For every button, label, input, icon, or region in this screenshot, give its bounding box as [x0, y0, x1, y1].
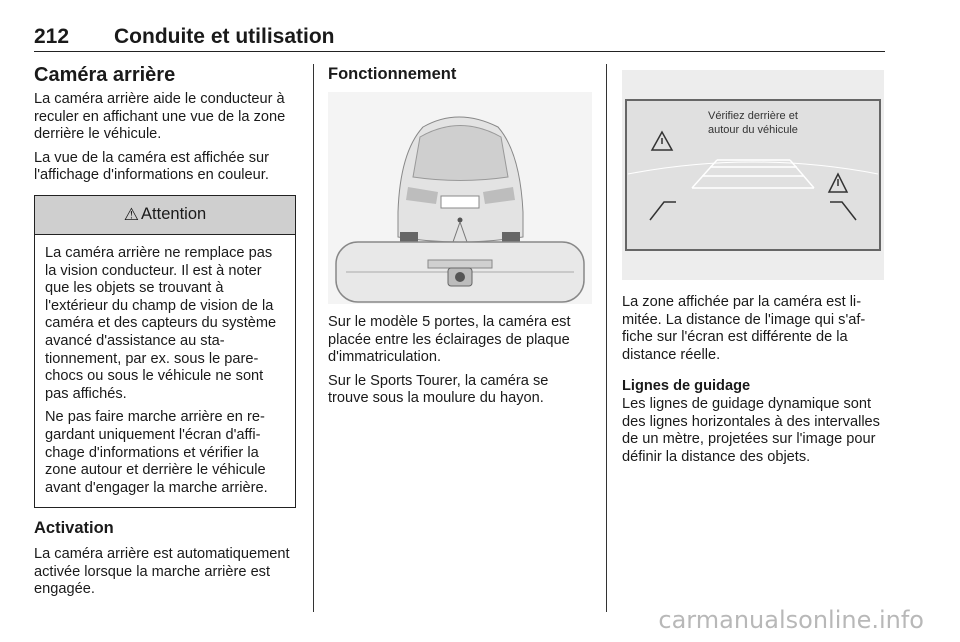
paragraph: La caméra arrière aide le conducteur à reculer en affichant une vue de la zone derrière le véhicule.	[34, 91, 286, 143]
chapter-title: Conduite et utilisation	[114, 25, 335, 48]
page-number: 212	[34, 25, 70, 48]
column-left	[34, 64, 296, 605]
screen-warning-line1: Vérifiez derrière et	[708, 110, 798, 122]
attention-label: Attention	[141, 205, 207, 224]
watermark: carmanualsonline.info	[658, 606, 924, 634]
attention-box	[34, 195, 296, 508]
paragraph: La zone affichée par la caméra est limitée. La distance de l'image qui s'affiche sur l'écran est différente de la distance réelle.	[622, 294, 866, 363]
paragraph: Ne pas faire marche arrière en regardant uniquement l'écran d'affichage d'informations et vérifier la zone autour et derrière le véhicule avant d'engager la marche arrière.	[45, 409, 268, 496]
section-title: Caméra arrière	[34, 64, 176, 86]
paragraph: Sur le modèle 5 portes, la caméra est placée entre les éclairages de plaque d'immatriculation.	[328, 314, 571, 366]
column-divider	[313, 64, 314, 612]
column-middle	[328, 64, 592, 414]
car-rear-illustration	[328, 92, 592, 304]
paragraph: Sur le Sports Tourer, la caméra se trouve sous la moulure du hayon.	[328, 372, 549, 407]
column-divider	[606, 64, 607, 612]
page-header	[34, 25, 885, 52]
paragraph: La caméra arrière ne remplace pas la vision conducteur. Il est à noter que les objets se trouvant à l'extérieur du champ de vision de la caméra et des capteurs du système avancé d'assistance au stationnement, par ex. sous le pare-chocs ou sous le véhicule ne sont pas affichés.	[45, 244, 277, 402]
paragraph: Les lignes de guidage dynamique sont des lignes horizontales à des intervalles de un mètre, projetées sur l'image pour définir la distance des objets.	[622, 395, 880, 465]
paragraph: La vue de la caméra est affichée sur l'affichage d'informations en couleur.	[34, 149, 269, 184]
subsection-title: Lignes de guidage	[622, 378, 751, 395]
camera-display-illustration	[622, 70, 884, 280]
warning-triangle-icon: ⚠	[123, 205, 140, 225]
subsection-title: Fonctionnement	[328, 65, 457, 83]
attention-header	[35, 196, 295, 235]
column-right	[622, 70, 887, 472]
attention-body	[35, 235, 295, 507]
screen-warning-line2: autour du véhicule	[708, 124, 798, 136]
paragraph: La caméra arrière est automatiquement activée lorsque la marche arrière est engagée.	[34, 546, 290, 598]
subsection-title: Activation	[34, 519, 114, 538]
